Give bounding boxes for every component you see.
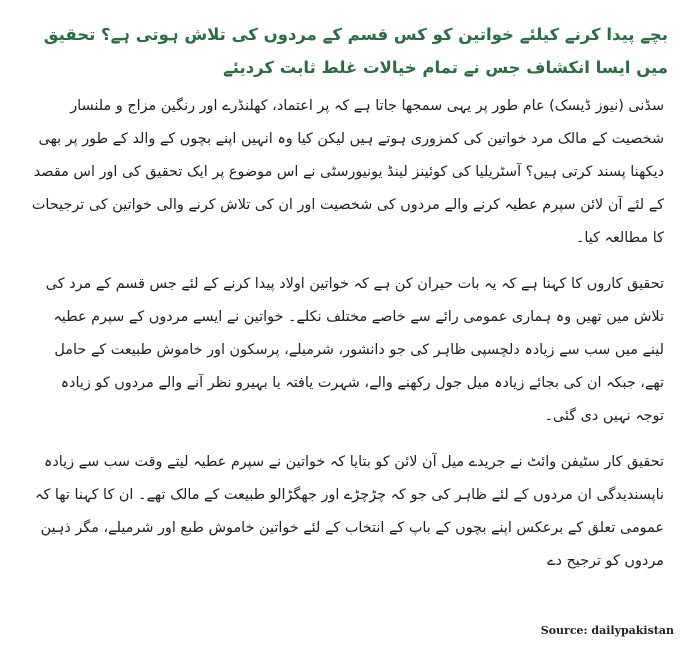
article-paragraph-3: تحقیق کار سٹیفن وائٹ نے جریدے میل آن لائن کو بتایا کہ خواتین نے سپرم عطیہ لیتے وقت سب سے زیادہ ناپسندیدگی ان مردوں کے لئے ظاہر کی جو کہ چڑچڑے اور جھگڑالو طبیعت کے مالک تھے۔ ان کا کہنا تھا کہ عمومی تعلق کے برعکس اپنے بچوں کے باپ کے انتخاب کے لئے خواتین خاموش طبع اور شرمیلے، مگر ذہین مردوں کو ترجیح دے [35, 454, 664, 569]
article-paragraph-2: تحقیق کاروں کا کہنا ہے کہ یہ بات حیران کن ہے کہ خواتین اولاد پیدا کرنے کے لئے جس قسم کے مرد کی تلاش میں تھیں وہ ہماری عمومی رائے سے خاصے مختلف نکلے۔ خواتین نے ایسے مردوں کے سپرم عطیہ لینے میں سب سے زیادہ دلچسپی ظاہر کی جو دانشور، شرمیلے، پرسکون اور خاموش طبیعت کے حامل تھے، جبکہ ان کی بجائے زیادہ میل جول رکھنے والے، شہرت یافتہ یا بہیرو نظر آنے والے مردوں کو زیادہ توجہ نہیں دی گئی۔ [45, 276, 664, 424]
article [30, 6, 670, 591]
article-title: بچے پیدا کرنے کیلئے خواتین کو کس قسم کے مردوں کی تلاش ہوتی ہے؟ تحقیق میں ایسا انکشاف جس نے تمام خیالات غلط ثابت کردیئے [43, 25, 668, 77]
article-paragraph-1: سڈنی (نیوز ڈیسک) عام طور پر یہی سمجھا جاتا ہے کہ پر اعتماد، کھلنڈرے اور رنگین مزاج و ملنسار شخصیت کے مالک مرد خواتین کی کمزوری ہوتے ہیں لیکن کیا وہ انہیں اپنے بچوں کے والد کے طور پر بھی دیکھنا پسند کرتی ہیں؟ آسٹریلیا کی کوئینز لینڈ یونیورسٹی نے اس موضوع پر ایک تحقیق کی اور اس مقصد کے لئے آن لائن سپرم عطیہ کرنے والے مردوں کی شخصیت اور ان کی تلاش کرنے والی خواتین کی ترجیحات کا مطالعہ کیا۔ [31, 98, 664, 246]
source-credit: Source: dailypakistan [540, 624, 674, 637]
